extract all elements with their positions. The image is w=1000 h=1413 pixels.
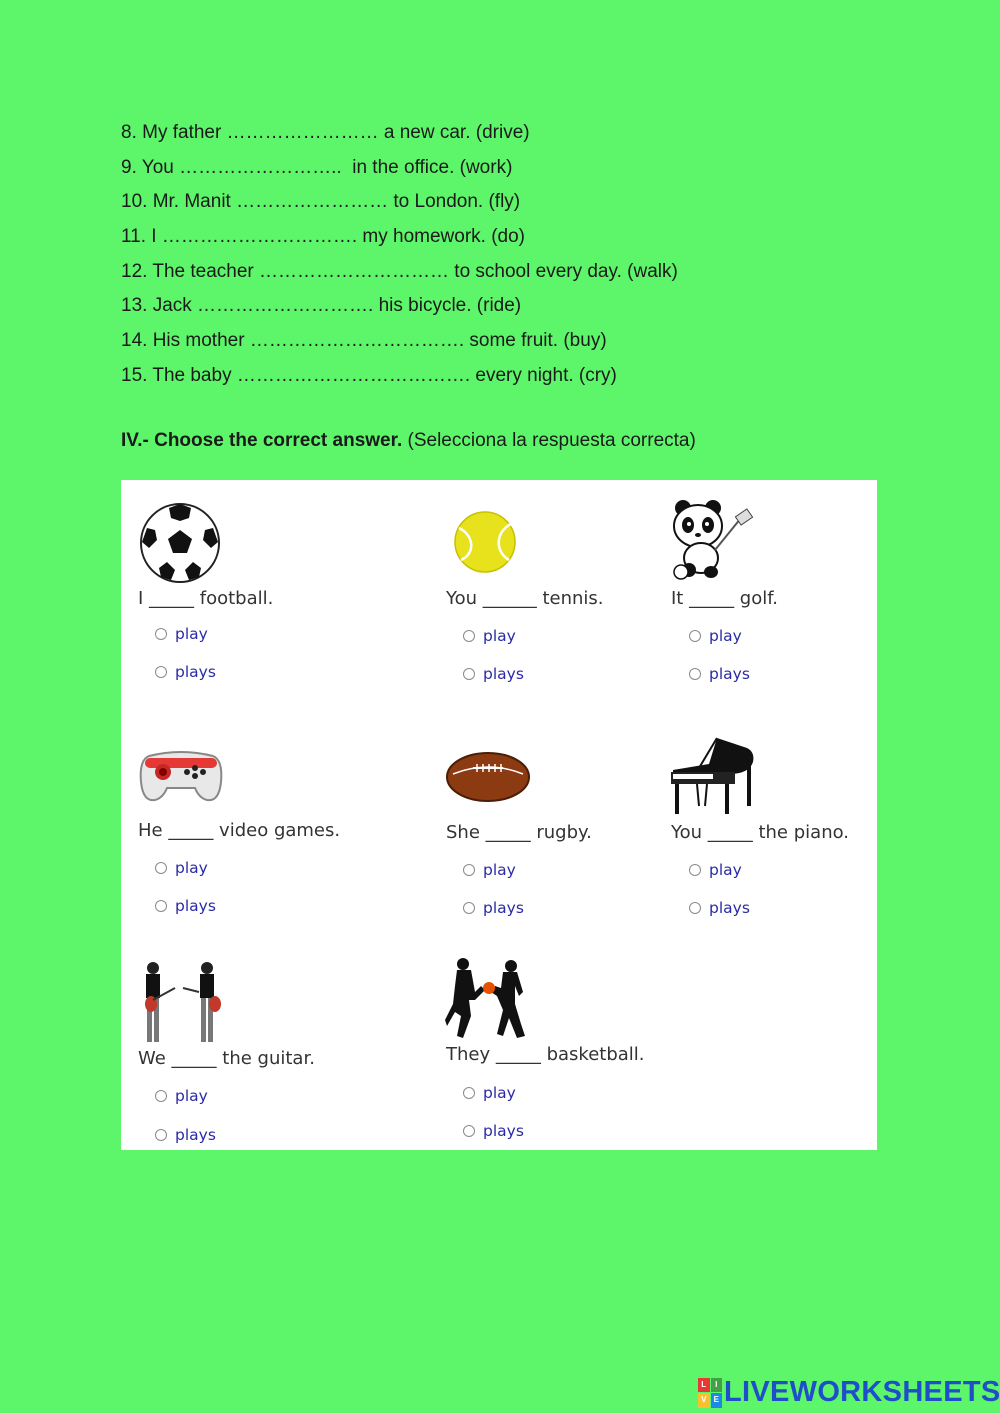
option-label: play (175, 1087, 208, 1105)
liveworksheets-logo (698, 1376, 1000, 1409)
exercise-line: 14. His mother ……………………………. some fruit. (buy) (121, 330, 607, 352)
radio-button[interactable] (155, 862, 167, 874)
section-heading (121, 430, 696, 452)
basketball-players-icon (445, 956, 531, 1040)
question-sentence: I _____ football. (138, 588, 274, 609)
question-sentence: It _____ golf. (671, 588, 778, 609)
option-plays[interactable] (463, 1122, 524, 1140)
question-sentence: She _____ rugby. (446, 822, 592, 843)
option-plays[interactable] (463, 899, 524, 917)
rugby-ball-icon (445, 750, 531, 804)
option-label: play (709, 861, 742, 879)
option-label: play (709, 627, 742, 645)
soccer-ball-icon (139, 502, 221, 584)
question-sentence: They _____ basketball. (446, 1044, 645, 1065)
option-play[interactable] (689, 861, 742, 879)
radio-button[interactable] (463, 1087, 475, 1099)
option-play[interactable] (155, 859, 208, 877)
exercise-line: 8. My father …………………… a new car. (drive) (121, 122, 530, 143)
option-plays[interactable] (155, 663, 216, 681)
exercise-line: 15. The baby ………………………………. every night. (cry) (121, 364, 617, 386)
tennis-ball-icon (453, 510, 517, 574)
radio-button[interactable] (463, 902, 475, 914)
radio-button[interactable] (155, 1129, 167, 1141)
exercise-line: 12. The teacher ………………………… to school every day. (walk) (121, 260, 678, 282)
logo-text: LIVEWORKSHEETS (724, 1376, 1000, 1408)
option-label: play (483, 861, 516, 879)
radio-button[interactable] (463, 630, 475, 642)
option-label: plays (175, 1126, 216, 1144)
option-label: plays (709, 899, 750, 917)
logo-mark-letter: E (711, 1393, 723, 1408)
radio-button[interactable] (463, 1125, 475, 1137)
question-sentence: We _____ the guitar. (138, 1048, 315, 1069)
radio-button[interactable] (689, 668, 701, 680)
option-play[interactable] (155, 1087, 208, 1105)
option-label: plays (483, 899, 524, 917)
option-plays[interactable] (463, 665, 524, 683)
option-label: plays (483, 1122, 524, 1140)
section-heading-note: (Selecciona la respuesta correcta) (402, 430, 696, 451)
option-play[interactable] (463, 627, 516, 645)
section-heading-bold: IV.- Choose the correct answer. (121, 430, 403, 451)
guitar-players-icon (137, 960, 225, 1044)
option-play[interactable] (463, 861, 516, 879)
option-plays[interactable] (689, 899, 750, 917)
exercise-line: 10. Mr. Manit …………………… to London. (fly) (121, 191, 521, 213)
question-sentence: You ______ tennis. (446, 588, 604, 609)
exercise-line: 13. Jack ………………………. his bicycle. (ride) (121, 295, 522, 317)
option-label: play (483, 1084, 516, 1102)
radio-button[interactable] (463, 864, 475, 876)
option-label: play (175, 859, 208, 877)
option-plays[interactable] (155, 897, 216, 915)
piano-icon (669, 734, 759, 820)
logo-mark-icon (698, 1378, 722, 1408)
gamepad-icon (139, 748, 223, 804)
exercise-lines (121, 117, 678, 395)
panda-golf-icon (669, 500, 757, 586)
logo-mark-letter: I (711, 1378, 723, 1393)
radio-button[interactable] (155, 900, 167, 912)
option-label: plays (709, 665, 750, 683)
exercise-line: 11. I …………………………. my homework. (do) (121, 226, 525, 248)
radio-button[interactable] (155, 1090, 167, 1102)
exercise-line: 9. You …………………….. in the office. (work) (121, 156, 513, 178)
option-play[interactable] (463, 1084, 516, 1102)
radio-button[interactable] (689, 630, 701, 642)
radio-button[interactable] (689, 864, 701, 876)
logo-mark-letter: L (698, 1378, 710, 1393)
option-play[interactable] (155, 625, 208, 643)
choice-panel (121, 480, 877, 1150)
option-label: play (175, 625, 208, 643)
radio-button[interactable] (463, 668, 475, 680)
question-sentence: He _____ video games. (138, 820, 341, 841)
option-label: plays (175, 897, 216, 915)
question-sentence: You _____ the piano. (671, 822, 850, 843)
logo-mark-letter: V (698, 1393, 710, 1408)
option-label: plays (175, 663, 216, 681)
option-play[interactable] (689, 627, 742, 645)
option-plays[interactable] (155, 1126, 216, 1144)
option-label: plays (483, 665, 524, 683)
radio-button[interactable] (155, 628, 167, 640)
option-plays[interactable] (689, 665, 750, 683)
radio-button[interactable] (689, 902, 701, 914)
option-label: play (483, 627, 516, 645)
radio-button[interactable] (155, 666, 167, 678)
